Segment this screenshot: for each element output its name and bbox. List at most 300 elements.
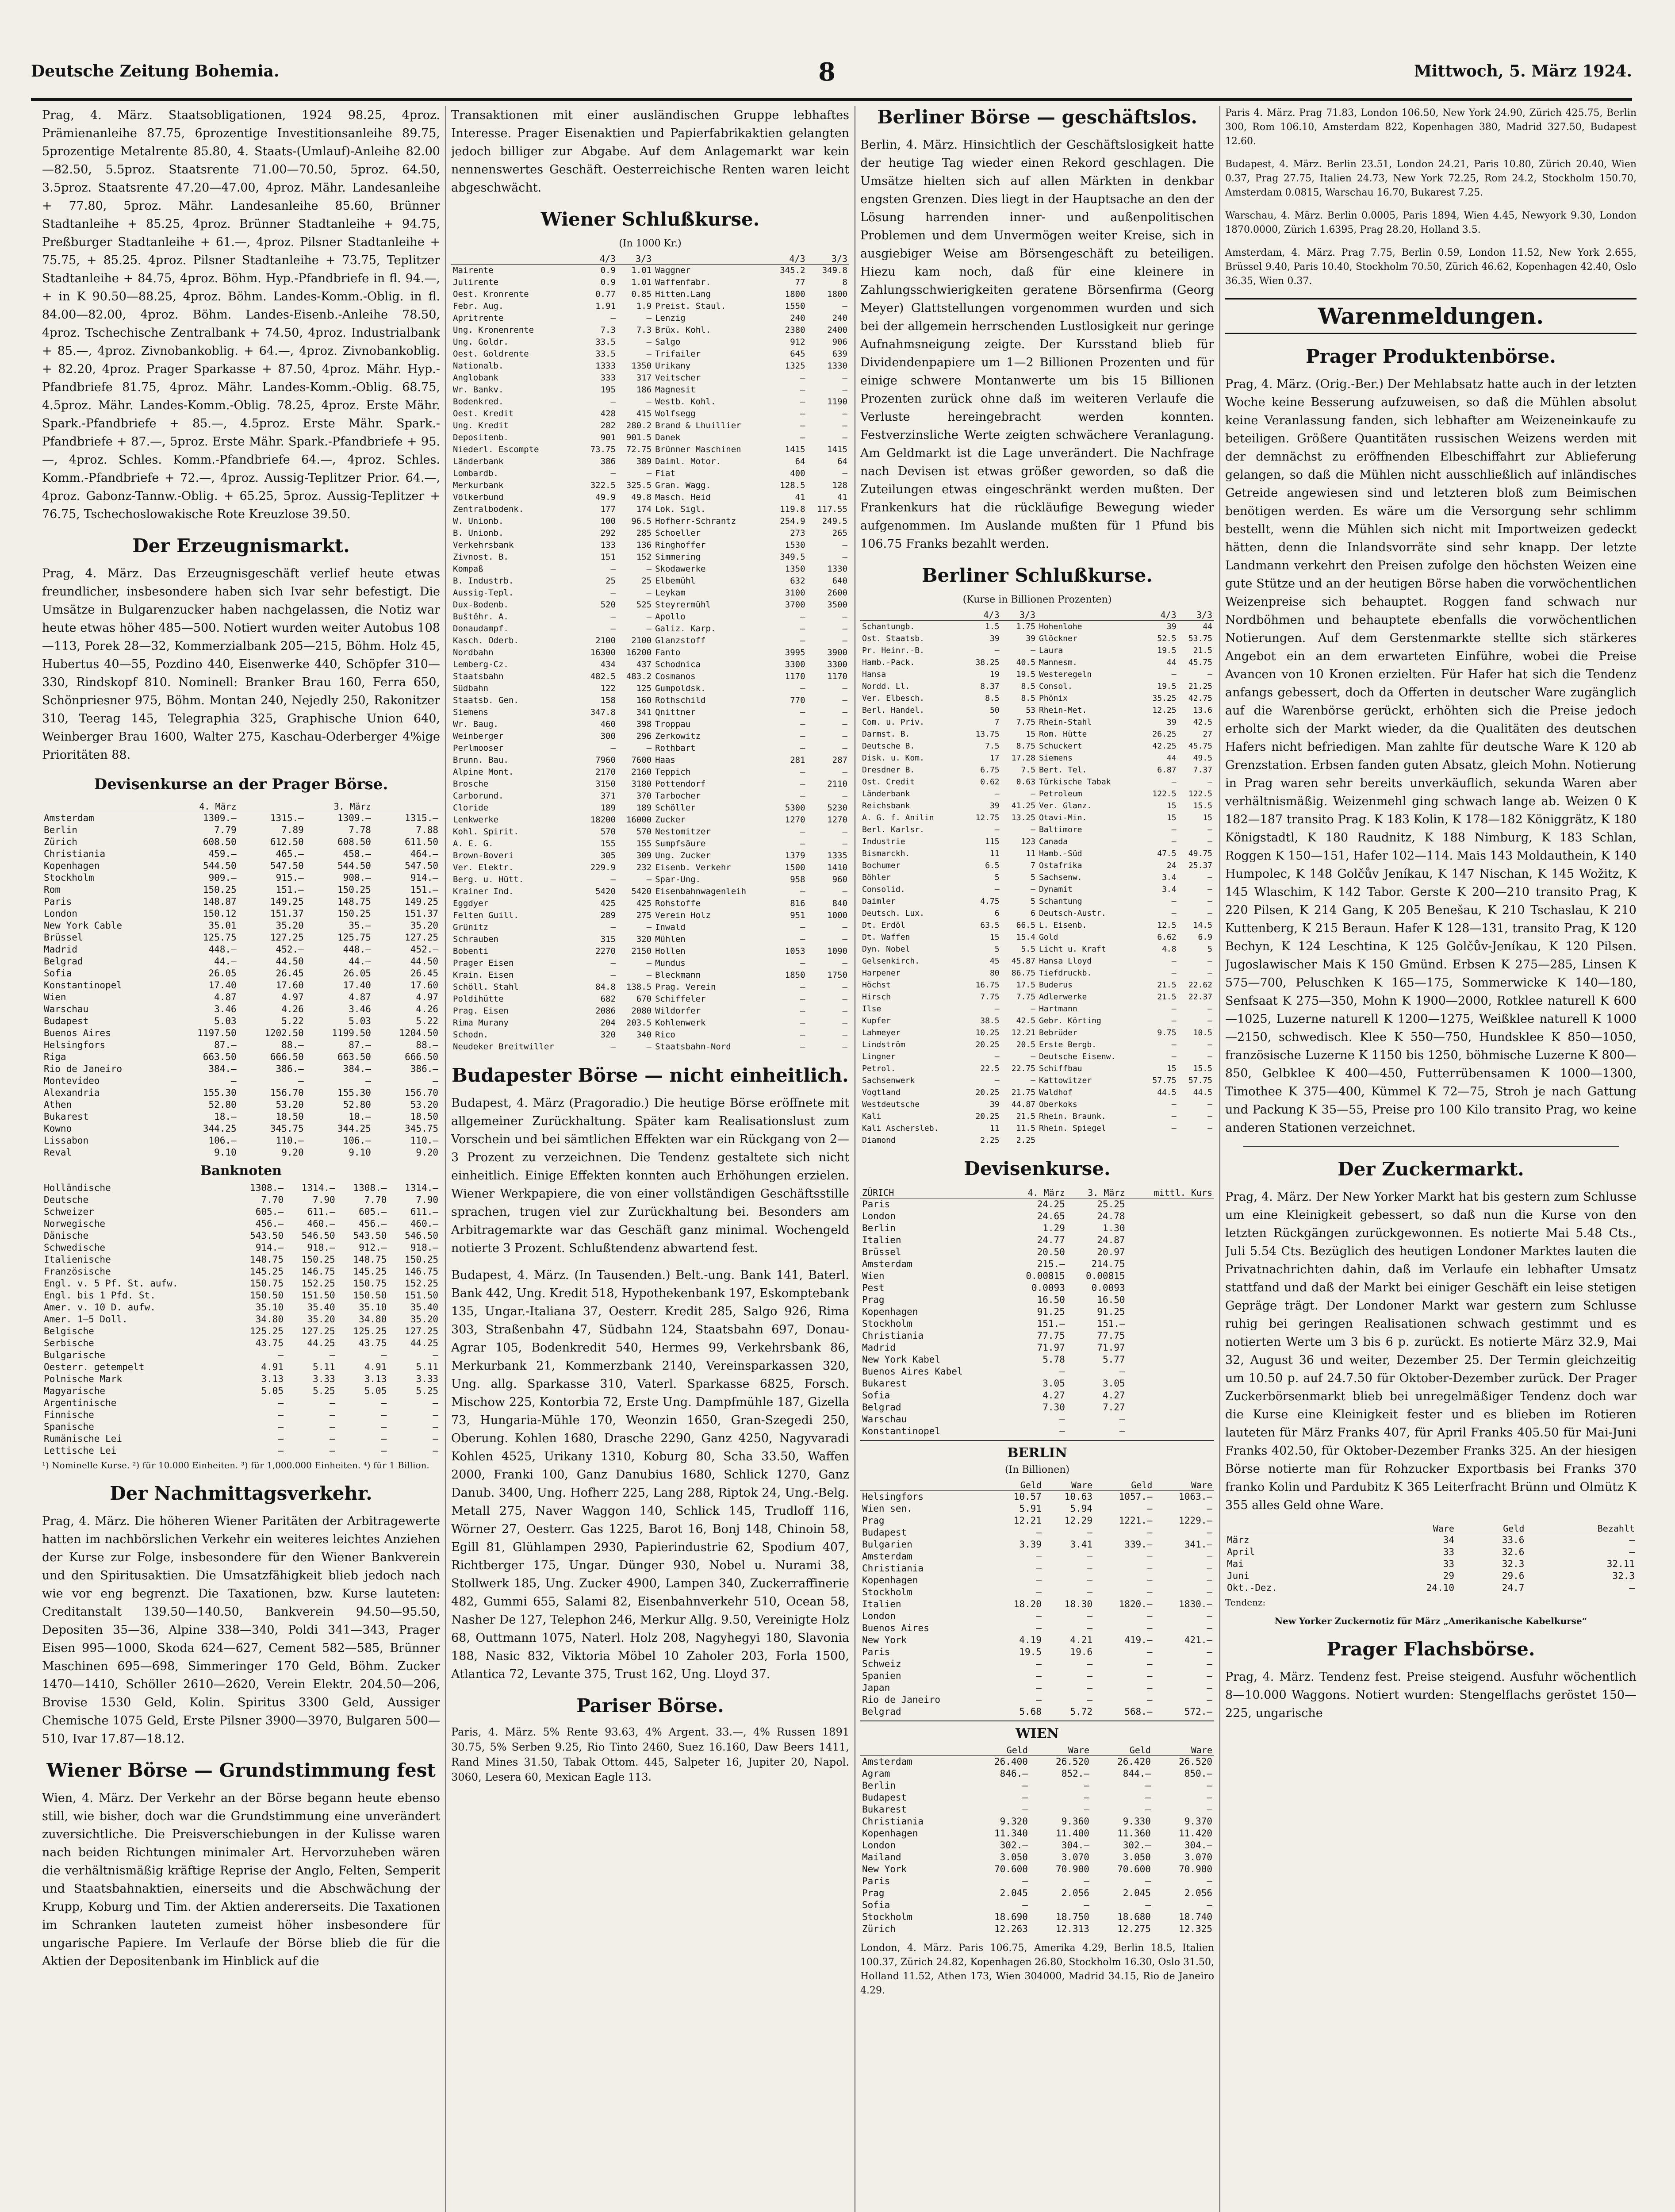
table-row <box>451 778 849 790</box>
table-label-cell: Carborund. <box>453 791 504 801</box>
article-amsterdam-kurse: Amsterdam, 4. März. Prag 7.75, Berlin 0.59, London 11.52, New York 2.655, Brüssel 9.40, Paris 10.40, Stockholm 70.50, Zürich 46.62, Kopenhagen 42.40, Oslo 36.35, Wien 0.37. <box>1225 247 1637 287</box>
section-heading-pariser-boerse: Pariser Börse. <box>576 1695 724 1717</box>
table-label-cell: London <box>862 1211 896 1221</box>
table-row <box>451 503 849 515</box>
table-label-cell: Bukarest <box>44 1111 89 1122</box>
table-row <box>860 1694 1214 1706</box>
table-row <box>860 621 1214 633</box>
table-value-cell: 400 <box>790 469 805 478</box>
table-row <box>451 420 849 432</box>
table-value-cell: 281 <box>790 755 805 765</box>
column-1 <box>42 106 440 2212</box>
table-label-cell: Alpine Mont. <box>453 767 514 777</box>
table-value-cell: 100 <box>600 516 616 526</box>
table-value-cell: 174 <box>636 504 652 514</box>
table-value-cell: — <box>1036 1694 1042 1705</box>
table-row <box>860 1598 1214 1610</box>
table-row <box>42 872 440 884</box>
table-label-cell: Consolid. <box>862 885 905 894</box>
table-value-cell: 110.— <box>410 1135 438 1146</box>
table-label-cell: Rio de Janeiro <box>44 1064 123 1074</box>
table-value-cell: 3.050 <box>1123 1852 1151 1863</box>
table-value-cell: 7.78 <box>349 825 371 835</box>
table-row <box>860 1134 1214 1146</box>
table-value-cell: — <box>1207 1623 1212 1633</box>
table-label-cell: New York <box>862 1635 907 1645</box>
table-label-cell: Nordd. Ll. <box>862 682 910 691</box>
table-value-cell: — <box>433 1409 438 1420</box>
table-value-cell: 11.340 <box>994 1828 1028 1839</box>
table-value-cell: — <box>1036 1671 1042 1681</box>
table-value-cell: — <box>329 1445 335 1456</box>
table-row <box>42 1087 440 1099</box>
table-label-cell: Kopenhagen <box>862 1828 918 1839</box>
table-value-cell: 456.— <box>255 1218 284 1229</box>
table-row <box>860 1839 1214 1851</box>
table-row <box>451 396 849 408</box>
table-value-cell: 437 <box>636 660 652 669</box>
table-value-cell: — <box>1207 777 1212 787</box>
table-label-cell: Lindström <box>862 1040 905 1049</box>
table-value-cell: 384.— <box>208 1064 237 1074</box>
table-value-cell: 4.91 <box>261 1362 284 1372</box>
table-row <box>451 671 849 683</box>
table-value-cell: — <box>842 994 847 1004</box>
table-label-cell: Südbahn <box>453 684 489 693</box>
table-header-cell: Ware <box>1030 1745 1091 1756</box>
table-row <box>860 1258 1214 1270</box>
table-label-cell: Depositenb. <box>453 433 509 442</box>
table-value-cell: — <box>842 695 847 705</box>
table-value-cell: 96.5 <box>631 516 652 526</box>
table-label-cell: Italien <box>862 1235 901 1245</box>
table-row <box>860 1756 1214 1768</box>
table-label-cell: Daimler <box>862 897 896 906</box>
table-label-cell: Berl. Karlsr. <box>862 825 924 834</box>
table-value-cell: 35.40 <box>307 1302 335 1313</box>
table-label-cell: Teppich <box>655 767 691 777</box>
table-value-cell: 3.4 <box>1162 885 1177 894</box>
table-row <box>860 824 1214 836</box>
table-value-cell: 7.70 <box>364 1194 387 1205</box>
table-value-cell: 2.045 <box>1000 1888 1028 1898</box>
table-value-cell: 17.40 <box>343 980 371 991</box>
table-label-cell: Schodnica <box>655 660 701 669</box>
table-value-cell: 177 <box>600 504 616 514</box>
table-value-cell: 149.25 <box>405 896 438 907</box>
table-value-cell: — <box>329 1421 335 1432</box>
table-value-cell: — <box>1207 1527 1212 1538</box>
table-value-cell: — <box>800 791 805 801</box>
table-value-cell: 150.75 <box>250 1278 284 1289</box>
table-value-cell: 20.50 <box>1037 1247 1065 1257</box>
table-value-cell: 10.57 <box>1013 1491 1042 1502</box>
table-value-cell: 386.— <box>410 1064 438 1074</box>
table-value-cell: 20.25 <box>975 1112 1000 1121</box>
table-label-cell: Oberkoks <box>1039 1100 1077 1109</box>
table-label-cell: Diamond <box>862 1136 896 1145</box>
table-row <box>451 312 849 324</box>
column-divider <box>1219 106 1220 2212</box>
table-row <box>42 1147 440 1159</box>
table-value-cell: 26.400 <box>994 1756 1028 1767</box>
table-value-cell: 273 <box>790 528 805 538</box>
table-row <box>860 836 1214 848</box>
table-label-cell: Krainer Ind. <box>453 887 514 896</box>
table-row <box>860 943 1214 955</box>
table-value-cell: — <box>278 1445 284 1456</box>
table-label-cell: Wildorfer <box>655 1006 701 1016</box>
table-label-cell: Galiz. Karp. <box>655 624 716 634</box>
section-heading-wiener-boerse: Wiener Börse — Grundstimmung fest <box>46 1759 436 1781</box>
table-value-cell: 155.30 <box>203 1087 237 1098</box>
table-value-cell: 155.30 <box>337 1087 371 1098</box>
table-value-cell: — <box>800 779 805 789</box>
table-label-cell: Montevideo <box>44 1075 100 1086</box>
table-row <box>860 704 1214 716</box>
table-value-cell: 547.50 <box>405 860 438 871</box>
table-label-cell: Magyarische <box>44 1386 106 1396</box>
table-label-cell: Serbische <box>44 1338 94 1348</box>
table-value-cell: 2.056 <box>1184 1888 1212 1898</box>
table-label-cell: Wien <box>44 992 66 1002</box>
table-label-cell: Völkerbund <box>453 492 504 502</box>
table-value-cell: 1308.— <box>353 1183 387 1193</box>
table-value-cell: 280.2 <box>626 421 652 430</box>
table-row <box>451 707 849 718</box>
table-label-cell: Tiefdruckb. <box>1039 968 1092 978</box>
table-value-cell: 7 <box>1031 861 1035 870</box>
table-value-cell: — <box>1207 1876 1212 1886</box>
table-value-cell: 145.25 <box>250 1266 284 1277</box>
table-value-cell: — <box>1146 1563 1153 1574</box>
table-value-cell: — <box>1207 1124 1212 1133</box>
table-value-cell: — <box>329 1433 335 1444</box>
table-row <box>451 790 849 802</box>
table-value-cell: 1090 <box>827 946 847 956</box>
table-value-cell: — <box>1145 1804 1151 1815</box>
table-row <box>860 764 1214 776</box>
table-value-cell: 3.070 <box>1061 1852 1089 1863</box>
table-value-cell: 1415 <box>785 445 805 454</box>
table-value-cell: — <box>381 1421 387 1432</box>
table-value-cell: 632 <box>790 576 805 586</box>
table-label-cell: Belgische <box>44 1326 94 1336</box>
table-value-cell: 123 <box>1021 837 1035 846</box>
table-value-cell: — <box>994 825 1000 834</box>
table-value-cell: 145.25 <box>353 1266 387 1277</box>
table-value-cell: 35.— <box>349 920 371 931</box>
table-label-cell: Erste Bergb. <box>1039 1040 1097 1049</box>
table-label-cell: Preist. Staul. <box>655 301 726 311</box>
table-value-cell: 568.— <box>1124 1706 1153 1717</box>
table-value-cell: 386 <box>600 457 616 466</box>
table-value-cell: 32.3 <box>1502 1559 1525 1569</box>
table-value-cell: 912.— <box>359 1242 387 1253</box>
table-value-cell: — <box>842 409 847 419</box>
table-row <box>860 872 1214 883</box>
table-label-cell: London <box>862 1840 896 1851</box>
table-value-cell: 13.25 <box>1011 813 1035 822</box>
table-value-cell: 663.50 <box>203 1052 237 1062</box>
table-value-cell: 12.263 <box>994 1924 1028 1934</box>
table-label-cell: Wien <box>862 1271 885 1281</box>
table-label-cell: Zivnost. B. <box>453 552 509 562</box>
table-label-cell: Dt. Waffen <box>862 933 910 942</box>
table-value-cell: — <box>1146 1575 1153 1586</box>
table-value-cell: 6.75 <box>980 765 1000 775</box>
table-row <box>451 444 849 456</box>
article-nachmittagsverkehr: Prag, 4. März. Die höheren Wiener Paritäten der Arbitragewerte hatten im nachbörslichen Verkehr ein weiteres leichtes Anziehen der Kurse zur Folge, insbesondere für den Wiener Bankverein und den Spiritusaktien. Die Umsatzfähigkeit blieb jedoch nach wie vor eng begrenzt. Die Taxationen, bzw. Kurse lauteten: Creditanstalt 139.50—140.50, Bankverein 94.50—95.50, Depositen 35—36, Alpine 338—340, Poldi 341—343, Prager Eisen 995—1000, Skoda 624—627, Cement 582—585, Brünner Maschinen 695—698, Simmeringer 170 Geld, Böhm. Zucker 1470—1410, Schöller 2610—2620, Verein Elektr. 204.50—206, Brovise 1530 Geld, Kolin. Spiritus 3300 Geld, Aussiger Chemische 1075 Geld, Erste Pilsner 3900—3970, Bulgaren 500—510, Ivar 17.87—18.12. <box>42 1514 440 1746</box>
table-value-cell: — <box>646 564 652 574</box>
table-value-cell: 345.75 <box>270 1123 304 1134</box>
table-label-cell: Rhein. Spiegel <box>1039 1124 1106 1133</box>
table-row <box>451 850 849 862</box>
table-value-cell: — <box>842 719 847 729</box>
table-value-cell: 547.50 <box>270 860 304 871</box>
table-value-cell: 7.75 <box>1016 992 1035 1002</box>
table-label-cell: Madrid <box>44 944 77 955</box>
table-value-cell: — <box>610 397 616 407</box>
table-row <box>860 1003 1214 1015</box>
table-value-cell: 9.10 <box>349 1147 371 1158</box>
table-value-cell: 44.87 <box>1011 1100 1035 1109</box>
table-value-cell: — <box>1207 1682 1212 1693</box>
table-value-cell: — <box>800 373 805 383</box>
table-value-cell: 918.— <box>410 1242 438 1253</box>
table-label-cell: Zürich <box>44 837 77 847</box>
table-value-cell: 70.600 <box>1117 1864 1151 1874</box>
table-row <box>42 824 440 836</box>
table-label-cell: Kattowitzer <box>1039 1076 1092 1085</box>
table-value-cell: — <box>1207 825 1212 834</box>
table-value-cell: 317 <box>636 373 652 383</box>
table-label-cell: Dresdner B. <box>862 765 915 775</box>
table-label-cell: Gelsenkirch. <box>862 956 920 966</box>
table-label-cell: Rhein-Stahl <box>1039 718 1092 727</box>
table-row <box>860 1390 1214 1402</box>
section-heading-berliner-boerse: Berliner Börse — geschäftslos. <box>877 106 1197 128</box>
table-row <box>1225 1546 1637 1558</box>
table-value-cell: 122 <box>600 684 616 693</box>
section-heading-produktenboerse: Prager Produktenbörse. <box>1306 346 1556 367</box>
table-value-cell: 10.5 <box>1193 1028 1212 1037</box>
table-value-cell: 1800 <box>785 289 805 299</box>
table-value-cell: — <box>1036 1527 1042 1538</box>
table-value-cell: — <box>800 827 805 837</box>
table-row <box>860 668 1214 680</box>
table-value-cell: 670 <box>636 994 652 1004</box>
table-value-cell: 4.91 <box>364 1362 387 1372</box>
table-value-cell: — <box>1207 1647 1212 1657</box>
table-value-cell: 38.25 <box>975 658 1000 667</box>
table-value-cell: — <box>1145 1876 1151 1886</box>
table-value-cell: 12.325 <box>1179 1924 1212 1934</box>
table-value-cell: — <box>646 922 652 932</box>
berliner-schlusskurse-unit: (Kurse in Billionen Prozenten) <box>962 594 1112 605</box>
table-row <box>860 1110 1214 1122</box>
table-value-cell: 4.87 <box>214 992 237 1002</box>
table-label-cell: Cosmanos <box>655 672 696 681</box>
table-row <box>860 1551 1214 1563</box>
table-value-cell: — <box>610 875 616 884</box>
table-value-cell: 12.275 <box>1117 1924 1151 1934</box>
table-value-cell: 47.5 <box>1157 849 1177 858</box>
table-value-cell: 914.— <box>255 1242 284 1253</box>
table-value-cell: 21.5 <box>1157 992 1177 1002</box>
table-label-cell: Schrauben <box>453 934 498 944</box>
table-value-cell: 1415 <box>827 445 847 454</box>
table-value-cell: — <box>800 707 805 717</box>
table-value-cell: 419.— <box>1124 1635 1153 1645</box>
table-value-cell: 289 <box>600 910 616 920</box>
table-value-cell: — <box>1059 1426 1065 1436</box>
table-value-cell: 24.10 <box>1426 1582 1454 1593</box>
table-label-cell: Stockholm <box>862 1587 912 1598</box>
table-label-cell: Westdeutsche <box>862 1100 920 1109</box>
table-value-cell: 9.330 <box>1123 1816 1151 1827</box>
table-row <box>860 1087 1214 1098</box>
table-value-cell: 482.5 <box>590 672 616 681</box>
table-label-cell: Lok. Sigl. <box>655 504 706 514</box>
table-value-cell: 906 <box>832 337 847 347</box>
table-label-cell: Staatsbahn <box>453 672 504 681</box>
page-number: 8 <box>818 58 836 87</box>
table-value-cell: — <box>800 982 805 992</box>
table-value-cell: 0.77 <box>595 289 616 299</box>
table-label-cell: Helsingfors <box>44 1040 106 1050</box>
table-value-cell: — <box>800 397 805 407</box>
table-row <box>42 956 440 968</box>
table-label-cell: Berlin <box>44 825 77 835</box>
table-value-cell: 12.29 <box>1064 1515 1092 1526</box>
table-value-cell: — <box>1207 1780 1212 1791</box>
table-value-cell: 9.360 <box>1061 1816 1089 1827</box>
table-value-cell: — <box>800 731 805 741</box>
table-value-cell: — <box>994 646 1000 655</box>
table-label-cell: Spar-Ung. <box>655 875 701 884</box>
table-value-cell: 91.25 <box>1037 1306 1065 1317</box>
table-divider <box>860 1440 1214 1441</box>
table-value-cell: — <box>1629 1547 1635 1557</box>
table-value-cell: 3.46 <box>349 1004 371 1014</box>
table-value-cell: 901 <box>600 433 616 442</box>
table-row <box>451 324 849 336</box>
table-label-cell: Rhein. Braunk. <box>1039 1112 1106 1121</box>
table-label-cell: London <box>862 1611 896 1621</box>
table-row <box>860 1122 1214 1134</box>
table-value-cell: 88.— <box>281 1040 304 1050</box>
table-value-cell: — <box>1171 670 1177 679</box>
london-zucker-table <box>1225 1523 1637 1594</box>
table-value-cell: 452.— <box>410 944 438 955</box>
table-row <box>860 788 1214 800</box>
table-value-cell: 11 <box>989 1124 1000 1133</box>
table-label-cell: New York Cable <box>44 920 123 931</box>
table-row <box>42 836 440 848</box>
table-value-cell: — <box>1207 1112 1212 1121</box>
table-value-cell: 543.50 <box>353 1230 387 1241</box>
table-value-cell: — <box>1036 1587 1042 1598</box>
table-value-cell: 52.80 <box>343 1099 371 1110</box>
table-value-cell: — <box>1059 1414 1065 1425</box>
table-value-cell: 282 <box>600 421 616 430</box>
table-value-cell: 24.78 <box>1097 1211 1125 1221</box>
table-value-cell: — <box>1087 1563 1092 1574</box>
table-value-cell: — <box>842 958 847 968</box>
table-value-cell: 0.85 <box>631 289 652 299</box>
table-value-cell: 5.03 <box>349 1016 371 1026</box>
table-value-cell: — <box>800 994 805 1004</box>
table-value-cell: 4.8 <box>1162 945 1177 954</box>
table-row <box>451 348 849 360</box>
table-value-cell: 425 <box>600 899 616 908</box>
table-value-cell: 53.75 <box>1188 634 1212 643</box>
table-row <box>860 1270 1214 1282</box>
table-value-cell: 73.75 <box>590 445 616 454</box>
table-label-cell: Schoeller <box>655 528 701 538</box>
table-value-cell: — <box>329 1409 335 1420</box>
section-heading-erzeugnismarkt: Der Erzeugnismarkt. <box>132 535 350 557</box>
table-value-cell: 16000 <box>626 815 652 825</box>
table-label-cell: Riga <box>44 1052 66 1062</box>
table-value-cell: 605.— <box>255 1206 284 1217</box>
table-label-cell: Paris <box>862 1647 890 1657</box>
table-value-cell: 22.62 <box>1188 980 1212 990</box>
table-value-cell: 151.— <box>1037 1318 1065 1329</box>
table-header-cell: Bezahlt <box>1526 1523 1637 1534</box>
table-value-cell: 0.9 <box>600 277 616 287</box>
table-value-cell: 138.5 <box>626 982 652 992</box>
table-value-cell: — <box>1031 646 1035 655</box>
table-label-cell: Poldihütte <box>453 994 504 1004</box>
table-value-cell: 16.50 <box>1037 1294 1065 1305</box>
table-value-cell: — <box>1207 1503 1212 1514</box>
table-row <box>451 766 849 778</box>
table-row <box>42 908 440 920</box>
table-value-cell: 148.75 <box>250 1254 284 1265</box>
table-value-cell: — <box>1084 1792 1089 1803</box>
table-value-cell: 106.— <box>343 1135 371 1146</box>
table-row <box>451 492 849 503</box>
table-row <box>451 838 849 850</box>
table-value-cell: 127.25 <box>405 932 438 943</box>
table-value-cell: 151 <box>600 552 616 562</box>
table-value-cell: 340 <box>636 1030 652 1040</box>
table-label-cell: Brosche <box>453 779 489 789</box>
table-row <box>451 515 849 527</box>
table-label-cell: Prag. Verein <box>655 982 716 992</box>
table-value-cell: 344.25 <box>337 1123 371 1134</box>
table-value-cell: 275 <box>636 910 652 920</box>
table-value-cell: — <box>1022 1804 1028 1815</box>
table-row <box>860 991 1214 1003</box>
table-value-cell: 22.75 <box>1011 1064 1035 1073</box>
table-value-cell: 3300 <box>827 660 847 669</box>
table-value-cell: — <box>646 588 652 598</box>
table-value-cell: 7.5 <box>985 741 1000 751</box>
table-header-cell <box>860 1745 968 1756</box>
table-label-cell: Darmst. B. <box>862 730 910 739</box>
table-row <box>860 740 1214 752</box>
table-row <box>42 1254 440 1266</box>
table-label-cell: Sofia <box>44 968 72 979</box>
table-value-cell: — <box>381 1398 387 1408</box>
table-label-cell: Mailand <box>862 1852 901 1863</box>
table-value-cell: 15 <box>1203 813 1212 822</box>
table-label-cell: Alexandria <box>44 1087 100 1098</box>
table-value-cell: — <box>610 612 616 622</box>
